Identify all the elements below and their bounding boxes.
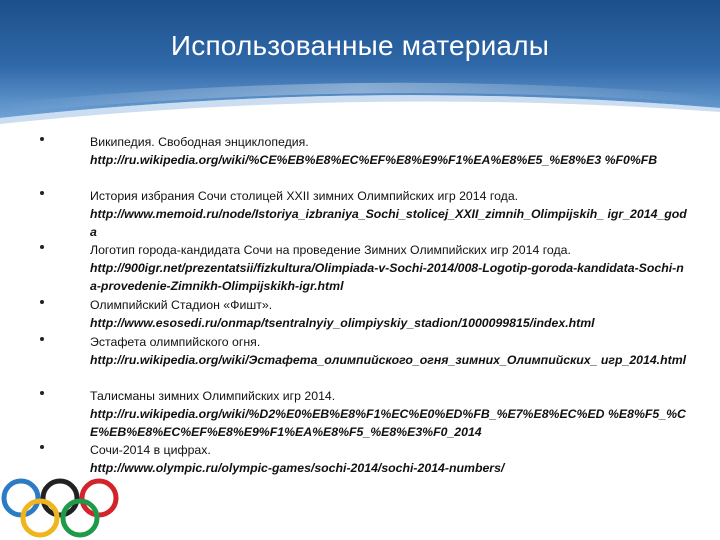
reference-text: Сочи-2014 в цифрах.: [90, 443, 211, 457]
bullet-icon: [40, 245, 44, 249]
reference-link[interactable]: http://900igr.net/prezentatsii/fizkultura/Olimpiada-v-Sochi-2014/008-Logotip-goroda-kandidata-Sochi-na-provedenie-Zimnikh-Olimpijskikh-igr.html: [90, 261, 684, 293]
reference-text: Эстафета олимпийского огня.: [90, 335, 261, 349]
list-item: [40, 187, 690, 241]
bullet-icon: [40, 300, 44, 304]
reference-link[interactable]: http://www.memoid.ru/node/Istoriya_izbraniya_Sochi_stolicej_XXII_zimnih_Olimpijskih_ igr_2014_goda: [90, 207, 687, 239]
bullet-icon: [40, 445, 44, 449]
reference-text: История избрания Сочи столицей XXII зимних Олимпийских игр 2014 года.: [90, 189, 519, 203]
reference-link[interactable]: http://ru.wikipedia.org/wiki/%D2%E0%EB%E8%F1%EC%E0%ED%FB_%E7%E8%EC%ED %E8%F5_%CE%EB%E8%EC%EF%E8%E9%F1%EA%E8%F5_%E8%E3%F0_2014: [90, 407, 686, 439]
ring-yellow: [23, 501, 57, 535]
ring-green: [63, 501, 97, 535]
bullet-icon: [40, 191, 44, 195]
bullet-icon: [40, 137, 44, 141]
list-item: [40, 441, 690, 477]
list-item: [40, 241, 690, 296]
reference-link[interactable]: http://ru.wikipedia.org/wiki/Эстафета_олимпийского_огня_зимних_Олимпийских_ игр_2014.html: [90, 353, 687, 367]
ring-black: [43, 481, 77, 515]
reference-link[interactable]: http://www.olympic.ru/olympic-games/sochi-2014/sochi-2014-numbers/: [90, 461, 505, 475]
list-item: [40, 133, 690, 187]
reference-text: Логотип города-кандидата Сочи на проведение Зимних Олимпийских игр 2014 года.: [90, 243, 571, 257]
reference-text: Олимпийский Стадион «Фишт».: [90, 298, 273, 312]
header-banner: [0, 0, 720, 130]
list-item: [40, 296, 690, 333]
reference-link[interactable]: http://ru.wikipedia.org/wiki/%CE%EB%E8%EC%EF%E8%E9%F1%EA%E8%E5_%E8%E3 %F0%FB: [90, 153, 658, 167]
list-item: [40, 387, 690, 441]
ring-blue: [4, 481, 38, 515]
list-item: [40, 333, 690, 387]
ring-red: [82, 481, 116, 515]
reference-text: Талисманы зимних Олимпийских игр 2014.: [90, 389, 336, 403]
reference-link[interactable]: http://www.esosedi.ru/onmap/tsentralnyiy_olimpiyskiy_stadion/1000099815/index.html: [90, 316, 595, 330]
references-list: [40, 133, 690, 477]
page-title: Использованные материалы: [170, 30, 550, 61]
reference-text: Википедия. Свободная энциклопедия.: [90, 135, 309, 149]
bullet-icon: [40, 337, 44, 341]
bullet-icon: [40, 391, 44, 395]
olympic-rings-icon: [0, 476, 150, 540]
